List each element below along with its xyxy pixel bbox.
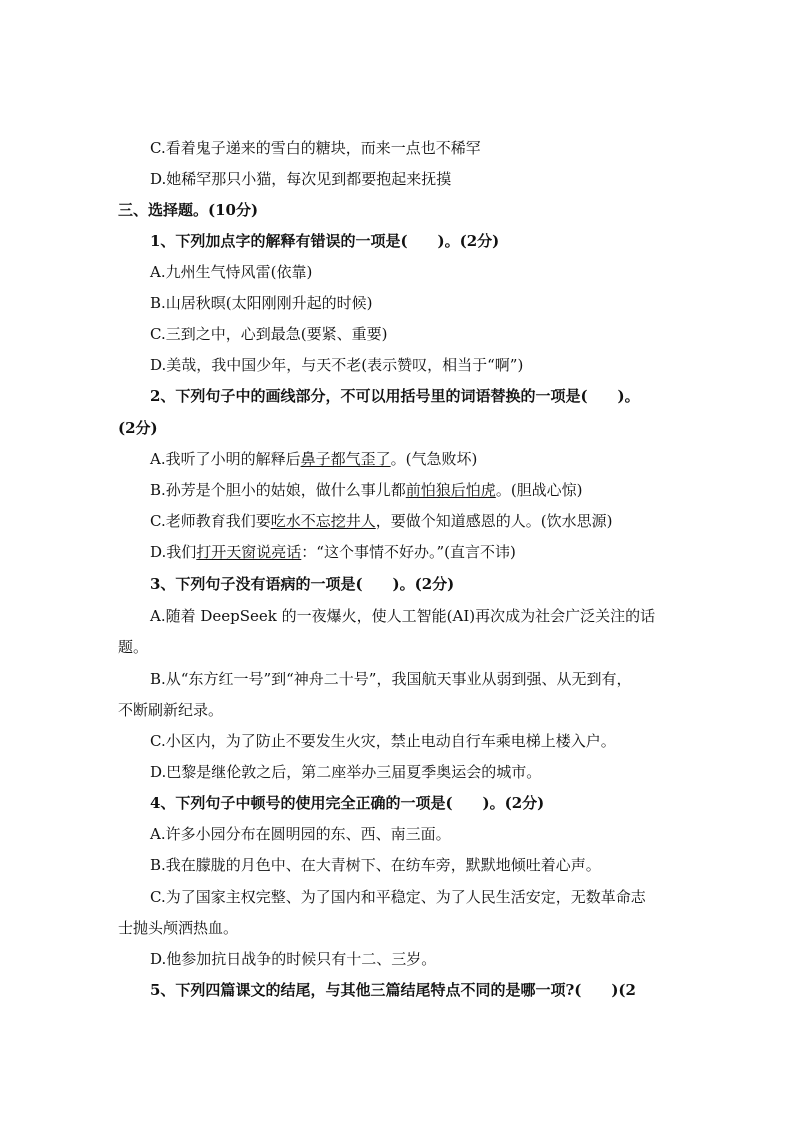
- question-3-option-a-line-2: 题。: [118, 638, 149, 656]
- option-c-previous: C.看着鬼子递来的雪白的糖块，而来一点也不稀罕: [150, 139, 481, 157]
- option-text: B.孙芳是个胆小的姑娘，做什么事儿都: [150, 481, 406, 499]
- question-1-option-c: C.三到之中，心到最急(要紧、重要): [150, 325, 388, 343]
- question-3-option-b-line-2: 不断刷新纪录。: [118, 701, 224, 719]
- underlined-phrase: 打开天窗说亮话: [196, 543, 302, 561]
- question-2-option-d: [150, 542, 516, 562]
- underlined-phrase: 前怕狼后怕虎: [405, 481, 496, 499]
- option-text: 。(胆战心惊): [495, 481, 583, 499]
- underlined-phrase: 吃水不忘挖井人: [270, 512, 376, 530]
- question-2-option-a: [150, 449, 477, 469]
- option-text: A.我听了小明的解释后: [150, 450, 301, 468]
- question-4-option-a: A.许多小园分布在圆明园的东、西、南三面。: [150, 825, 451, 843]
- option-d-previous: D.她稀罕那只小猫，每次见到都要抱起来抚摸: [150, 170, 452, 188]
- option-text: 。(气急败坏): [390, 450, 478, 468]
- question-2-line-2: (2分): [118, 419, 158, 437]
- option-text: ，要做个知道感恩的人。(饮水思源): [375, 512, 613, 530]
- option-text: C.老师教育我们要: [150, 512, 271, 530]
- question-5: 5、下列四篇课文的结尾，与其他三篇结尾特点不同的是哪一项?( )(2: [150, 981, 636, 999]
- question-1-option-a: A.九州生气恃风雷(依靠): [150, 263, 313, 281]
- question-2-option-b: [150, 480, 583, 500]
- question-4-option-c-line-1: C.为了国家主权完整、为了国内和平稳定、为了人民生活安定，无数革命志: [150, 888, 646, 906]
- question-1-option-b: B.山居秋暝(太阳刚刚升起的时候): [150, 294, 373, 312]
- section-heading: 三、选择题。(10分): [118, 201, 259, 219]
- question-3: 3、下列句子没有语病的一项是( )。(2分): [150, 575, 455, 593]
- question-3-option-b-line-1: B.从“东方红一号”到“神舟二十号”，我国航天事业从弱到强、从无到有，: [150, 670, 632, 688]
- question-4-option-c-line-2: 士抛头颅洒热血。: [118, 919, 239, 937]
- question-3-option-a-line-1: A.随着 DeepSeek 的一夜爆火，使人工智能(AI)再次成为社会广泛关注的话: [150, 607, 656, 625]
- question-1-option-d: D.美哉，我中国少年，与天不老(表示赞叹，相当于“啊”): [150, 356, 524, 374]
- question-4-option-d: D.他参加抗日战争的时候只有十二、三岁。: [150, 950, 437, 968]
- underlined-phrase: 鼻子都气歪了: [300, 450, 391, 468]
- question-3-option-d: D.巴黎是继伦敦之后，第二座举办三届夏季奥运会的城市。: [150, 763, 542, 781]
- question-4-option-b: B.我在朦胧的月色中、在大青树下、在纺车旁，默默地倾吐着心声。: [150, 856, 601, 874]
- option-text: ：“这个事情不好办。”(直言不讳): [301, 543, 516, 561]
- question-3-option-c: C.小区内，为了防止不要发生火灾，禁止电动自行车乘电梯上楼入户。: [150, 732, 616, 750]
- question-4: 4、下列句子中顿号的使用完全正确的一项是( )。(2分): [150, 794, 545, 812]
- question-2-line-1: 2、下列句子中的画线部分，不可以用括号里的词语替换的一项是( )。: [150, 387, 640, 405]
- question-1: 1、下列加点字的解释有错误的一项是( )。(2分): [150, 232, 500, 250]
- option-text: D.我们: [150, 543, 197, 561]
- question-2-option-c: [150, 511, 612, 531]
